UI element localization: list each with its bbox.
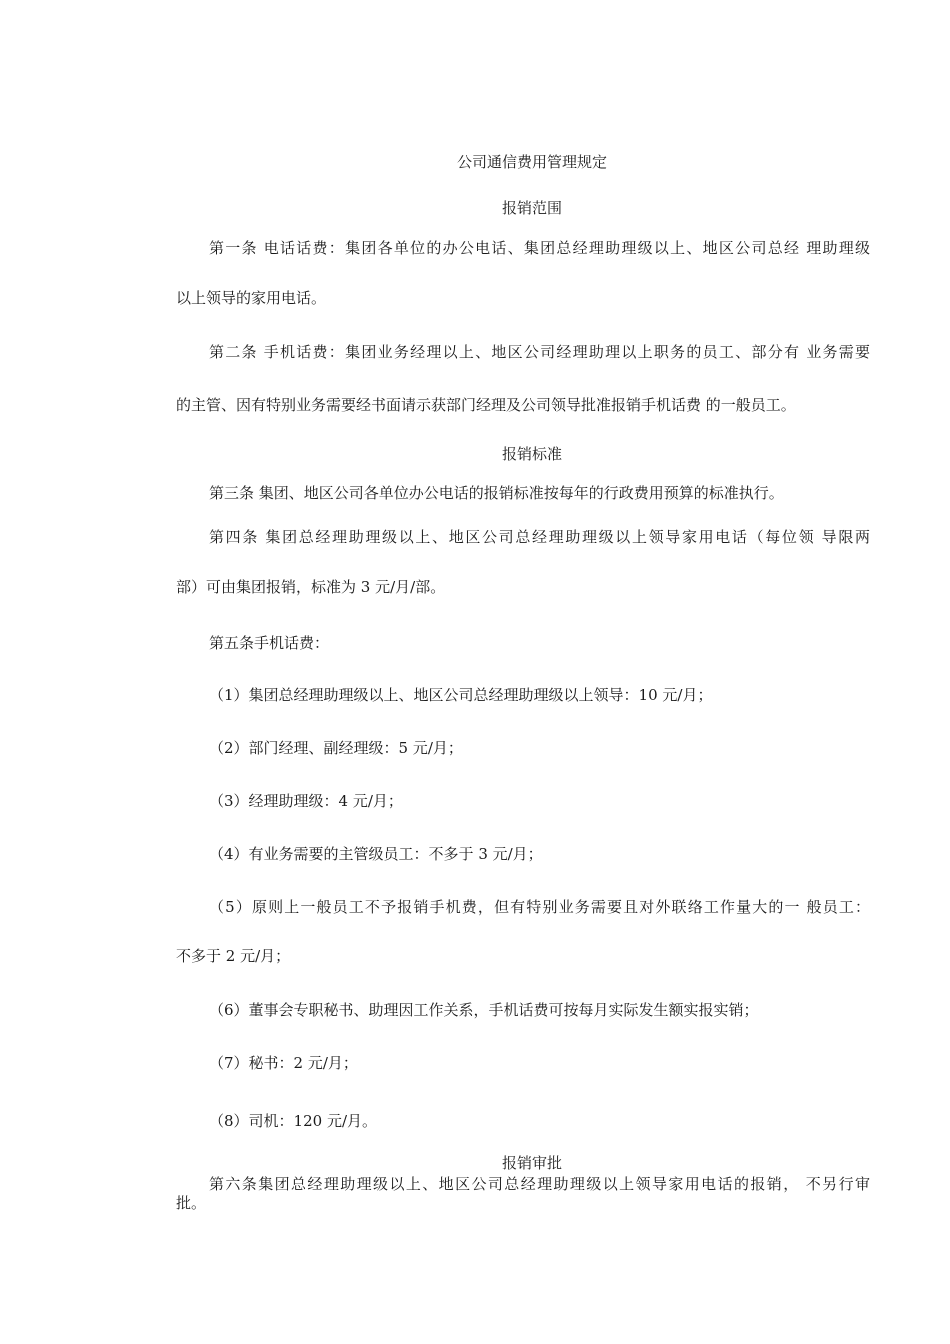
article-6-line-2: 批。	[176, 1194, 207, 1212]
article-4-line-2: 部）可由集团报销，标准为 3 元/月/部。	[176, 578, 446, 596]
article-5-item-4: （4）有业务需要的主管级员工：不多于 3 元/月；	[209, 845, 543, 863]
article-5-item-1: （1）集团总经理助理级以上、地区公司总经理助理级以上领导：10 元/月；	[209, 686, 713, 704]
article-5-item-8: （8）司机：120 元/月。	[209, 1112, 377, 1130]
article-5-item-2: （2）部门经理、副经理级：5 元/月；	[209, 739, 463, 757]
article-5-item-6: （6）董事会专职秘书、助理因工作关系，手机话费可按每月实际发生额实报实销；	[209, 1001, 759, 1019]
article-3: 第三条 集团、地区公司各单位办公电话的报销标准按每年的行政费用预算的标准执行。	[209, 484, 784, 502]
section-heading-approval: 报销审批	[501, 1154, 562, 1172]
section-heading-standard: 报销标准	[501, 445, 562, 463]
article-5-item-7: （7）秘书：2 元/月；	[209, 1054, 358, 1072]
document-title: 公司通信费用管理规定	[456, 153, 607, 171]
article-5-item-5-line-2: 不多于 2 元/月；	[176, 947, 291, 965]
article-1-line-1: 第一条 电话话费：集团各单位的办公电话、集团总经理助理级以上、地区公司总经 理助理级	[209, 239, 870, 257]
article-5: 第五条手机话费：	[209, 634, 330, 652]
article-2-line-1: 第二条 手机话费：集团业务经理以上、地区公司经理助理以上职务的员工、部分有 业务需要	[209, 343, 870, 361]
article-4-line-1: 第四条 集团总经理助理级以上、地区公司总经理助理级以上领导家用电话（每位领 导限两	[209, 528, 870, 546]
article-2-line-2: 的主管、因有特别业务需要经书面请示获部门经理及公司领导批准报销手机话费 的一般员工。	[176, 396, 796, 414]
article-5-item-3: （3）经理助理级：4 元/月；	[209, 792, 403, 810]
article-5-item-5-line-1: （5）原则上一般员工不予报销手机费，但有特别业务需要且对外联络工作量大的一 般员工：	[209, 898, 870, 916]
section-heading-scope: 报销范围	[501, 199, 562, 217]
article-6-line-1: 第六条集团总经理助理级以上、地区公司总经理助理级以上领导家用电话的报销， 不另行审	[209, 1175, 870, 1193]
article-1-line-2: 以上领导的家用电话。	[176, 289, 327, 307]
